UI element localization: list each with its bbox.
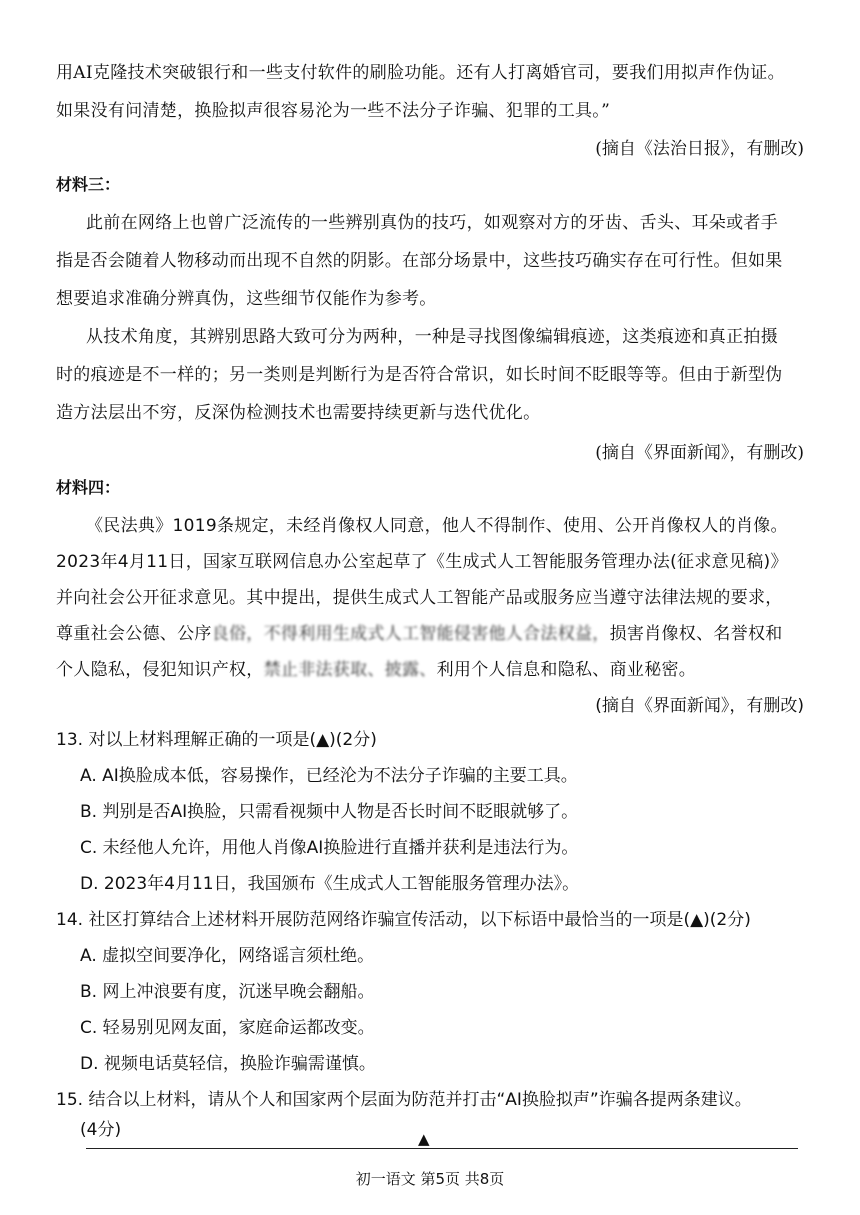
source-1: (摘自《法治日报》，有删改) (595, 139, 804, 159)
material-3-line: 指是否会随着人物移动而出现不自然的阴影。在部分场景中，这些技巧确实存在可行性。但如果 (56, 251, 783, 271)
line-part-obscured: 良俗，不得利用生成式人工智能侵害他人合法权益， (211, 624, 610, 644)
intro-line-1: 用AI克隆技术突破银行和一些支付软件的刷脸功能。还有人打离婚官司，要我们用拟声作伪证。 (56, 63, 785, 83)
material-3-line: 造方法层出不穷，反深伪检测技术也需要持续更新与迭代优化。 (56, 403, 541, 423)
material-3-line: 时的痕迹是不一样的；另一类则是判断行为是否符合常识，如长时间不眨眼等等。但由于新型伪 (56, 365, 783, 385)
material-4-line: 2023年4月11日，国家互联网信息办公室起草了《生成式人工智能服务管理办法(征求意见稿)》 (56, 552, 788, 572)
question-15-stem: 15. 结合以上材料，请从个人和国家两个层面为防范并打击“AI换脸拟声”诈骗各提两条建议。 (56, 1090, 752, 1110)
page-footer: 初一语文 第5页 共8页 (355, 1170, 505, 1188)
material-4-line (56, 655, 696, 680)
question-13-option-d: D. 2023年4月11日，我国颁布《生成式人工智能服务管理办法》。 (80, 874, 580, 894)
material-3-line: 想要追求准确分辨真伪，这些细节仅能作为参考。 (56, 289, 437, 309)
question-14-option-b: B. 网上冲浪要有度，沉迷早晚会翻船。 (80, 982, 375, 1002)
material-3-heading: 材料三： (56, 175, 121, 194)
question-13-option-c: C. 未经他人允许，用他人肖像AI换脸进行直播并获利是违法行为。 (80, 838, 579, 858)
answer-marker-icon: ▲ (418, 1130, 430, 1148)
material-4-line (56, 619, 783, 644)
line-part-obscured: 禁止非法获取、披露、 (263, 660, 437, 680)
question-13-option-b: B. 判别是否AI换脸，只需看视频中人物是否长时间不眨眼就够了。 (80, 802, 579, 822)
line-part: 损害肖像权、名誉权和 (609, 624, 783, 644)
question-14-option-d: D. 视频电话莫轻信，换脸诈骗需谨慎。 (80, 1054, 376, 1074)
source-3: (摘自《界面新闻》，有删改) (595, 696, 804, 716)
material-3-line: 此前在网络上也曾广泛流传的一些辨别真伪的技巧，如观察对方的牙齿、舌头、耳朵或者手 (86, 213, 778, 233)
question-15-points: (4分) (80, 1120, 122, 1140)
line-part: 利用个人信息和隐私、商业秘密。 (436, 660, 697, 680)
material-3-line: 从技术角度，其辨别思路大致可分为两种，一种是寻找图像编辑痕迹，这类痕迹和真正拍摄 (86, 327, 778, 347)
question-13-option-a: A. AI换脸成本低，容易操作，已经沦为不法分子诈骗的主要工具。 (80, 766, 578, 786)
material-4-line: 并向社会公开征求意见。其中提出，提供生成式人工智能产品或服务应当遵守法律法规的要求， (56, 588, 783, 608)
question-13-stem: 13. 对以上材料理解正确的一项是(▲)(2分) (56, 730, 377, 750)
line-part: 尊重社会公德、公序 (56, 624, 212, 644)
source-2: (摘自《界面新闻》，有删改) (595, 443, 804, 463)
question-14-option-a: A. 虚拟空间要净化，网络谣言须杜绝。 (80, 946, 375, 966)
question-14-option-c: C. 轻易别见网友面，家庭命运都改变。 (80, 1018, 375, 1038)
footer-rule (86, 1148, 798, 1149)
line-part: 个人隐私，侵犯知识产权， (56, 660, 264, 680)
material-4-heading: 材料四： (56, 478, 121, 497)
material-4-line: 《民法典》1019条规定，未经肖像权人同意，他人不得制作、使用、公开肖像权人的肖像。 (86, 516, 788, 536)
intro-line-2: 如果没有问清楚，换脸拟声很容易沦为一些不法分子诈骗、犯罪的工具。” (56, 101, 611, 121)
question-14-stem: 14. 社区打算结合上述材料开展防范网络诈骗宣传活动，以下标语中最恰当的一项是(▲)(2分) (56, 910, 751, 930)
